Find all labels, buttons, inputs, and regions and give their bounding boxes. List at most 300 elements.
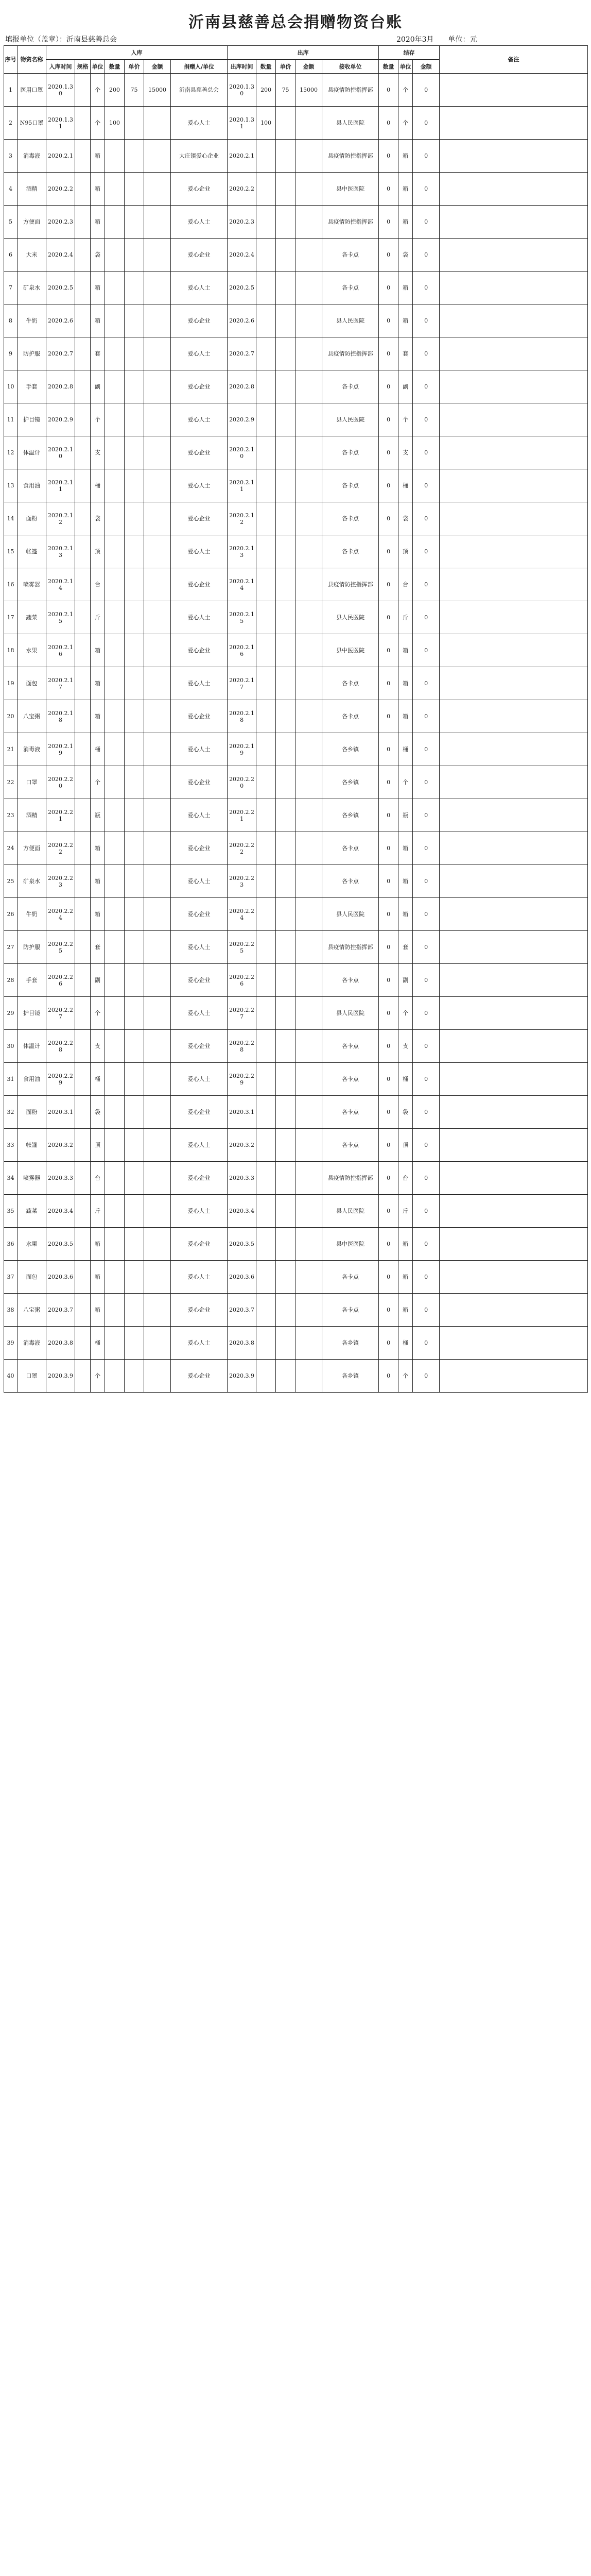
cell-recipient: 各卡点 xyxy=(322,1129,379,1162)
cell-out-amount xyxy=(296,634,322,667)
cell-donor: 爱心企业 xyxy=(171,436,228,469)
cell-recipient: 各卡点 xyxy=(322,1096,379,1129)
cell-out-qty xyxy=(256,733,276,766)
cell-seq: 31 xyxy=(4,1063,18,1096)
cell-seq: 24 xyxy=(4,832,18,865)
cell-in-date: 2020.3.2 xyxy=(46,1129,75,1162)
cell-note xyxy=(440,1096,588,1129)
cell-recipient: 各乡镇 xyxy=(322,733,379,766)
cell-out-price xyxy=(276,601,296,634)
cell-qty xyxy=(105,733,125,766)
cell-price xyxy=(125,140,144,173)
cell-seq: 15 xyxy=(4,535,18,568)
cell-qty xyxy=(105,206,125,239)
cell-unit: 箱 xyxy=(91,173,105,206)
cell-price xyxy=(125,1261,144,1294)
cell-stock-unit: 箱 xyxy=(398,1294,413,1327)
cell-stock-amount: 0 xyxy=(413,206,440,239)
cell-qty xyxy=(105,1327,125,1360)
cell-qty xyxy=(105,1063,125,1096)
cell-price xyxy=(125,469,144,502)
cell-note xyxy=(440,272,588,304)
cell-out-amount xyxy=(296,535,322,568)
cell-unit: 斤 xyxy=(91,601,105,634)
cell-price xyxy=(125,931,144,964)
cell-recipient: 县人民医院 xyxy=(322,997,379,1030)
cell-unit: 个 xyxy=(91,403,105,436)
cell-recipient: 各卡点 xyxy=(322,667,379,700)
cell-in-date: 2020.2.3 xyxy=(46,206,75,239)
cell-stock-qty: 0 xyxy=(379,107,398,140)
cell-spec xyxy=(75,140,91,173)
cell-spec xyxy=(75,337,91,370)
cell-item: 牛奶 xyxy=(18,304,46,337)
col-recipient: 接收单位 xyxy=(322,60,379,74)
cell-stock-qty: 0 xyxy=(379,1129,398,1162)
cell-out-price xyxy=(276,766,296,799)
cell-stock-qty: 0 xyxy=(379,74,398,107)
cell-amount xyxy=(144,403,171,436)
cell-stock-qty: 0 xyxy=(379,1327,398,1360)
cell-qty xyxy=(105,700,125,733)
cell-recipient: 各卡点 xyxy=(322,832,379,865)
cell-stock-amount: 0 xyxy=(413,964,440,997)
cell-unit: 个 xyxy=(91,1360,105,1393)
cell-unit: 套 xyxy=(91,337,105,370)
cell-out-date: 2020.3.1 xyxy=(228,1096,256,1129)
cell-qty xyxy=(105,272,125,304)
table-row xyxy=(4,865,588,898)
cell-unit: 桶 xyxy=(91,733,105,766)
cell-stock-unit: 个 xyxy=(398,997,413,1030)
cell-out-amount xyxy=(296,304,322,337)
cell-qty xyxy=(105,469,125,502)
cell-qty xyxy=(105,173,125,206)
cell-item: 手套 xyxy=(18,370,46,403)
cell-price xyxy=(125,1063,144,1096)
cell-out-amount xyxy=(296,931,322,964)
cell-stock-qty: 0 xyxy=(379,502,398,535)
cell-recipient: 各卡点 xyxy=(322,370,379,403)
cell-note xyxy=(440,107,588,140)
cell-donor: 沂南县慈善总会 xyxy=(171,74,228,107)
table-row xyxy=(4,1063,588,1096)
cell-note xyxy=(440,667,588,700)
cell-in-date: 2020.2.26 xyxy=(46,964,75,997)
cell-spec xyxy=(75,469,91,502)
cell-stock-unit: 袋 xyxy=(398,1096,413,1129)
cell-stock-qty: 0 xyxy=(379,535,398,568)
cell-donor: 爱心企业 xyxy=(171,964,228,997)
cell-unit: 箱 xyxy=(91,1228,105,1261)
cell-item: 防护服 xyxy=(18,337,46,370)
cell-price xyxy=(125,1228,144,1261)
cell-out-price xyxy=(276,370,296,403)
cell-stock-amount: 0 xyxy=(413,502,440,535)
cell-unit: 箱 xyxy=(91,700,105,733)
cell-donor: 爱心人士 xyxy=(171,931,228,964)
cell-qty xyxy=(105,865,125,898)
cell-price xyxy=(125,272,144,304)
col-group-stock: 结存 xyxy=(379,46,440,60)
cell-spec xyxy=(75,535,91,568)
cell-recipient: 县人民医院 xyxy=(322,403,379,436)
cell-seq: 35 xyxy=(4,1195,18,1228)
cell-stock-amount: 0 xyxy=(413,601,440,634)
table-row xyxy=(4,370,588,403)
cell-unit: 箱 xyxy=(91,667,105,700)
cell-in-date: 2020.1.31 xyxy=(46,107,75,140)
cell-recipient: 县人民医院 xyxy=(322,601,379,634)
cell-out-amount xyxy=(296,865,322,898)
cell-seq: 2 xyxy=(4,107,18,140)
cell-out-amount xyxy=(296,1261,322,1294)
cell-recipient: 各卡点 xyxy=(322,964,379,997)
cell-out-date: 2020.2.16 xyxy=(228,634,256,667)
cell-spec xyxy=(75,1162,91,1195)
cell-item: N95口罩 xyxy=(18,107,46,140)
cell-out-amount xyxy=(296,272,322,304)
cell-out-price xyxy=(276,1360,296,1393)
table-row xyxy=(4,1096,588,1129)
cell-out-qty xyxy=(256,535,276,568)
cell-stock-unit: 袋 xyxy=(398,502,413,535)
cell-qty xyxy=(105,601,125,634)
cell-note xyxy=(440,601,588,634)
table-row xyxy=(4,1162,588,1195)
col-out-qty: 数量 xyxy=(256,60,276,74)
cell-out-amount xyxy=(296,502,322,535)
cell-stock-amount: 0 xyxy=(413,140,440,173)
cell-out-date: 2020.2.2 xyxy=(228,173,256,206)
cell-item: 面粉 xyxy=(18,502,46,535)
cell-stock-qty: 0 xyxy=(379,997,398,1030)
cell-out-date: 2020.3.6 xyxy=(228,1261,256,1294)
cell-in-date: 2020.2.19 xyxy=(46,733,75,766)
col-out-amount: 金额 xyxy=(296,60,322,74)
cell-out-date: 2020.2.9 xyxy=(228,403,256,436)
cell-amount xyxy=(144,337,171,370)
cell-in-date: 2020.2.27 xyxy=(46,997,75,1030)
cell-price xyxy=(125,206,144,239)
cell-stock-amount: 0 xyxy=(413,272,440,304)
cell-spec xyxy=(75,1129,91,1162)
cell-stock-amount: 0 xyxy=(413,898,440,931)
cell-item: 矿泉水 xyxy=(18,865,46,898)
cell-unit: 箱 xyxy=(91,865,105,898)
cell-stock-qty: 0 xyxy=(379,370,398,403)
cell-note xyxy=(440,1162,588,1195)
cell-stock-amount: 0 xyxy=(413,1162,440,1195)
table-row xyxy=(4,403,588,436)
cell-item: 面粉 xyxy=(18,1096,46,1129)
cell-out-price xyxy=(276,1294,296,1327)
cell-spec xyxy=(75,1294,91,1327)
cell-spec xyxy=(75,370,91,403)
cell-in-date: 2020.2.4 xyxy=(46,239,75,272)
cell-out-qty xyxy=(256,1261,276,1294)
cell-in-date: 2020.2.5 xyxy=(46,272,75,304)
cell-spec xyxy=(75,700,91,733)
cell-in-date: 2020.3.4 xyxy=(46,1195,75,1228)
cell-seq: 6 xyxy=(4,239,18,272)
cell-amount xyxy=(144,272,171,304)
cell-stock-qty: 0 xyxy=(379,1228,398,1261)
cell-note xyxy=(440,799,588,832)
table-row xyxy=(4,700,588,733)
cell-amount xyxy=(144,1129,171,1162)
cell-donor: 爱心企业 xyxy=(171,700,228,733)
cell-qty xyxy=(105,667,125,700)
cell-out-date: 2020.2.23 xyxy=(228,865,256,898)
cell-seq: 12 xyxy=(4,436,18,469)
table-row xyxy=(4,535,588,568)
cell-seq: 36 xyxy=(4,1228,18,1261)
cell-out-qty xyxy=(256,1327,276,1360)
cell-item: 酒精 xyxy=(18,799,46,832)
cell-recipient: 各卡点 xyxy=(322,865,379,898)
col-note: 备注 xyxy=(440,46,588,74)
cell-spec xyxy=(75,1228,91,1261)
cell-out-price xyxy=(276,997,296,1030)
table-row xyxy=(4,898,588,931)
cell-out-price xyxy=(276,1195,296,1228)
cell-amount xyxy=(144,107,171,140)
cell-item: 医用口罩 xyxy=(18,74,46,107)
col-qty: 数量 xyxy=(105,60,125,74)
cell-stock-amount: 0 xyxy=(413,766,440,799)
cell-donor: 爱心人士 xyxy=(171,1261,228,1294)
cell-stock-amount: 0 xyxy=(413,173,440,206)
cell-note xyxy=(440,865,588,898)
cell-out-amount xyxy=(296,1162,322,1195)
cell-stock-unit: 台 xyxy=(398,1162,413,1195)
table-row xyxy=(4,1228,588,1261)
cell-item: 帐篷 xyxy=(18,535,46,568)
cell-spec xyxy=(75,1327,91,1360)
cell-unit: 箱 xyxy=(91,1294,105,1327)
cell-out-qty xyxy=(256,272,276,304)
cell-stock-amount: 0 xyxy=(413,436,440,469)
cell-qty xyxy=(105,370,125,403)
cell-out-price xyxy=(276,568,296,601)
cell-out-qty xyxy=(256,601,276,634)
cell-stock-qty: 0 xyxy=(379,832,398,865)
cell-stock-unit: 桶 xyxy=(398,469,413,502)
cell-stock-unit: 斤 xyxy=(398,601,413,634)
cell-spec xyxy=(75,997,91,1030)
cell-seq: 7 xyxy=(4,272,18,304)
cell-item: 大米 xyxy=(18,239,46,272)
cell-unit: 箱 xyxy=(91,206,105,239)
cell-out-price xyxy=(276,1327,296,1360)
cell-out-qty xyxy=(256,1030,276,1063)
cell-unit: 箱 xyxy=(91,1261,105,1294)
cell-amount xyxy=(144,206,171,239)
cell-note xyxy=(440,1261,588,1294)
cell-out-date: 2020.2.11 xyxy=(228,469,256,502)
cell-amount xyxy=(144,832,171,865)
cell-stock-amount: 0 xyxy=(413,799,440,832)
cell-in-date: 2020.2.20 xyxy=(46,766,75,799)
cell-stock-unit: 套 xyxy=(398,337,413,370)
cell-spec xyxy=(75,667,91,700)
cell-qty xyxy=(105,1129,125,1162)
cell-spec xyxy=(75,733,91,766)
table-row xyxy=(4,337,588,370)
cell-recipient: 各卡点 xyxy=(322,1294,379,1327)
cell-donor: 爱心人士 xyxy=(171,469,228,502)
cell-in-date: 2020.2.21 xyxy=(46,799,75,832)
cell-spec xyxy=(75,1360,91,1393)
cell-out-date: 2020.2.12 xyxy=(228,502,256,535)
cell-qty xyxy=(105,239,125,272)
cell-in-date: 2020.1.30 xyxy=(46,74,75,107)
cell-price xyxy=(125,667,144,700)
cell-amount xyxy=(144,799,171,832)
cell-stock-amount: 0 xyxy=(413,667,440,700)
cell-recipient: 县疫情防控指挥部 xyxy=(322,1162,379,1195)
cell-stock-unit: 箱 xyxy=(398,634,413,667)
cell-qty xyxy=(105,304,125,337)
cell-stock-unit: 箱 xyxy=(398,304,413,337)
cell-seq: 40 xyxy=(4,1360,18,1393)
cell-stock-qty: 0 xyxy=(379,634,398,667)
cell-out-qty xyxy=(256,568,276,601)
cell-unit: 副 xyxy=(91,964,105,997)
cell-qty xyxy=(105,502,125,535)
cell-amount xyxy=(144,601,171,634)
cell-note xyxy=(440,700,588,733)
cell-in-date: 2020.2.23 xyxy=(46,865,75,898)
cell-seq: 17 xyxy=(4,601,18,634)
cell-out-date: 2020.3.3 xyxy=(228,1162,256,1195)
cell-out-qty xyxy=(256,337,276,370)
cell-out-price xyxy=(276,272,296,304)
cell-in-date: 2020.3.5 xyxy=(46,1228,75,1261)
cell-amount xyxy=(144,1294,171,1327)
cell-stock-qty: 0 xyxy=(379,140,398,173)
cell-out-price xyxy=(276,634,296,667)
unit-line: 填报单位（盖章）：沂南县慈善总会 xyxy=(5,36,117,44)
cell-item: 手套 xyxy=(18,964,46,997)
cell-seq: 26 xyxy=(4,898,18,931)
cell-stock-unit: 副 xyxy=(398,964,413,997)
cell-price xyxy=(125,1030,144,1063)
cell-note xyxy=(440,140,588,173)
cell-stock-unit: 桶 xyxy=(398,1063,413,1096)
cell-item: 食用油 xyxy=(18,469,46,502)
cell-unit: 个 xyxy=(91,997,105,1030)
cell-note xyxy=(440,766,588,799)
col-price: 单价 xyxy=(125,60,144,74)
cell-out-price xyxy=(276,931,296,964)
cell-seq: 37 xyxy=(4,1261,18,1294)
cell-out-qty xyxy=(256,799,276,832)
cell-unit: 支 xyxy=(91,1030,105,1063)
cell-seq: 16 xyxy=(4,568,18,601)
col-amount: 金额 xyxy=(144,60,171,74)
ledger-body xyxy=(4,74,588,1393)
cell-unit: 箱 xyxy=(91,304,105,337)
cell-donor: 爱心企业 xyxy=(171,1030,228,1063)
cell-donor: 爱心企业 xyxy=(171,568,228,601)
cell-out-qty xyxy=(256,997,276,1030)
cell-stock-unit: 袋 xyxy=(398,239,413,272)
cell-recipient: 各卡点 xyxy=(322,700,379,733)
col-spec: 规格 xyxy=(75,60,91,74)
cell-out-price xyxy=(276,700,296,733)
table-row xyxy=(4,1261,588,1294)
cell-out-amount xyxy=(296,239,322,272)
cell-recipient: 各乡镇 xyxy=(322,1360,379,1393)
cell-out-date: 2020.2.13 xyxy=(228,535,256,568)
cell-out-qty xyxy=(256,469,276,502)
cell-donor: 爱心人士 xyxy=(171,272,228,304)
cell-spec xyxy=(75,634,91,667)
cell-in-date: 2020.2.9 xyxy=(46,403,75,436)
cell-stock-qty: 0 xyxy=(379,700,398,733)
cell-stock-qty: 0 xyxy=(379,733,398,766)
cell-stock-unit: 个 xyxy=(398,107,413,140)
cell-out-amount xyxy=(296,898,322,931)
cell-qty xyxy=(105,403,125,436)
cell-item: 护目镜 xyxy=(18,997,46,1030)
cell-stock-amount: 0 xyxy=(413,469,440,502)
cell-qty xyxy=(105,997,125,1030)
cell-qty xyxy=(105,1294,125,1327)
cell-recipient: 各乡镇 xyxy=(322,1327,379,1360)
cell-out-qty: 100 xyxy=(256,107,276,140)
cell-amount xyxy=(144,1030,171,1063)
cell-item: 消毒液 xyxy=(18,733,46,766)
cell-out-date: 2020.2.5 xyxy=(228,272,256,304)
cell-qty xyxy=(105,436,125,469)
cell-note xyxy=(440,1360,588,1393)
cell-donor: 爱心人士 xyxy=(171,601,228,634)
cell-item: 蔬菜 xyxy=(18,601,46,634)
cell-stock-amount: 0 xyxy=(413,1261,440,1294)
cell-amount xyxy=(144,865,171,898)
cell-seq: 5 xyxy=(4,206,18,239)
cell-out-date: 2020.2.25 xyxy=(228,931,256,964)
cell-stock-unit: 箱 xyxy=(398,206,413,239)
cell-unit: 台 xyxy=(91,1162,105,1195)
cell-in-date: 2020.2.29 xyxy=(46,1063,75,1096)
cell-out-date: 2020.2.18 xyxy=(228,700,256,733)
cell-price xyxy=(125,898,144,931)
cell-recipient: 各卡点 xyxy=(322,1030,379,1063)
cell-seq: 22 xyxy=(4,766,18,799)
cell-stock-unit: 个 xyxy=(398,74,413,107)
cell-qty xyxy=(105,1261,125,1294)
cell-price xyxy=(125,1327,144,1360)
cell-out-price xyxy=(276,535,296,568)
table-row xyxy=(4,766,588,799)
cell-stock-amount: 0 xyxy=(413,403,440,436)
cell-amount xyxy=(144,502,171,535)
cell-out-price xyxy=(276,1228,296,1261)
cell-out-price xyxy=(276,469,296,502)
cell-out-price xyxy=(276,1096,296,1129)
cell-price xyxy=(125,1162,144,1195)
cell-stock-amount: 0 xyxy=(413,1030,440,1063)
cell-qty: 100 xyxy=(105,107,125,140)
cell-qty xyxy=(105,1228,125,1261)
cell-seq: 39 xyxy=(4,1327,18,1360)
cell-out-qty xyxy=(256,173,276,206)
cell-price xyxy=(125,997,144,1030)
